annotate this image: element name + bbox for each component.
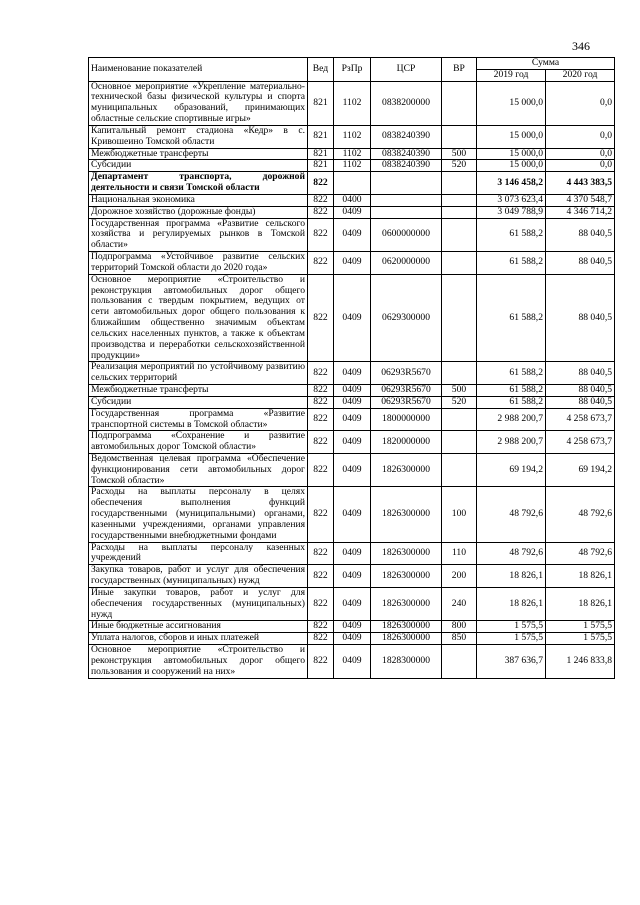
table-row xyxy=(89,125,615,148)
cell-rzpr: 0409 xyxy=(334,487,371,542)
cell-rzpr: 0409 xyxy=(334,206,371,218)
cell-sum-2019: 1 575,5 xyxy=(477,633,546,645)
cell-sum-2020: 88 040,5 xyxy=(546,396,615,408)
cell-csr: 1826300000 xyxy=(371,621,442,633)
table-row xyxy=(89,396,615,408)
cell-ved: 822 xyxy=(308,172,334,195)
cell-sum-2019: 18 826,1 xyxy=(477,565,546,588)
cell-csr: 0838240390 xyxy=(371,125,442,148)
cell-csr: 1826300000 xyxy=(371,633,442,645)
cell-sum-2020: 69 194,2 xyxy=(546,453,615,486)
cell-ved: 822 xyxy=(308,487,334,542)
cell-sum-2019: 1 575,5 xyxy=(477,621,546,633)
cell-csr: 0600000000 xyxy=(371,218,442,251)
table-row xyxy=(89,542,615,565)
cell-name: Подпрограмма «Сохранение и развитие автомобильных дорог Томской области» xyxy=(89,431,308,454)
cell-sum-2020: 48 792,6 xyxy=(546,542,615,565)
cell-sum-2020: 18 826,1 xyxy=(546,587,615,620)
cell-csr: 0629300000 xyxy=(371,274,442,362)
cell-csr: 1800000000 xyxy=(371,408,442,431)
table-row xyxy=(89,633,615,645)
cell-name: Ведомственная целевая программа «Обеспечение функционирования сети автомобильных дорог Томской области» xyxy=(89,453,308,486)
cell-sum-2019: 48 792,6 xyxy=(477,542,546,565)
cell-rzpr: 1102 xyxy=(334,160,371,172)
cell-vr: 520 xyxy=(442,396,477,408)
table-row xyxy=(89,206,615,218)
cell-ved: 822 xyxy=(308,453,334,486)
cell-rzpr: 0409 xyxy=(334,587,371,620)
header-vr: ВР xyxy=(442,58,477,82)
header-csr: ЦСР xyxy=(371,58,442,82)
cell-rzpr: 0409 xyxy=(334,542,371,565)
cell-vr xyxy=(442,362,477,385)
cell-ved: 822 xyxy=(308,218,334,251)
cell-ved: 822 xyxy=(308,542,334,565)
cell-csr: 1820000000 xyxy=(371,431,442,454)
cell-csr xyxy=(371,194,442,206)
cell-name: Расходы на выплаты персоналу в целях обеспечения выполнения функций государственными (муниципальными) органами, казенными учреждениями, органами управления государственными внебюджетными фондами xyxy=(89,487,308,542)
table-row xyxy=(89,587,615,620)
cell-sum-2019: 387 636,7 xyxy=(477,645,546,678)
cell-sum-2020: 4 443 383,5 xyxy=(546,172,615,195)
cell-ved: 822 xyxy=(308,645,334,678)
cell-sum-2020: 1 246 833,8 xyxy=(546,645,615,678)
table-row xyxy=(89,385,615,397)
cell-csr: 06293R5670 xyxy=(371,362,442,385)
header-sum: Сумма xyxy=(477,58,615,70)
cell-sum-2020: 0,0 xyxy=(546,125,615,148)
cell-csr: 1826300000 xyxy=(371,542,442,565)
cell-sum-2019: 2 988 200,7 xyxy=(477,408,546,431)
cell-csr: 1826300000 xyxy=(371,453,442,486)
cell-csr: 0838240390 xyxy=(371,160,442,172)
header-year-2019: 2019 год xyxy=(477,69,546,81)
cell-name: Субсидии xyxy=(89,160,308,172)
cell-name: Межбюджетные трансферты xyxy=(89,385,308,397)
cell-sum-2019: 15 000,0 xyxy=(477,160,546,172)
cell-ved: 822 xyxy=(308,206,334,218)
table-row xyxy=(89,362,615,385)
cell-name: Основное мероприятие «Укрепление материально-технической базы физической культуры и спорта муниципальных образований, принимающих областные сельские спортивные игры» xyxy=(89,81,308,125)
cell-sum-2020: 0,0 xyxy=(546,148,615,160)
cell-ved: 822 xyxy=(308,621,334,633)
cell-name: Подпрограмма «Устойчивое развитие сельских территорий Томской области до 2020 года» xyxy=(89,252,308,275)
header-ved: Вед xyxy=(308,58,334,82)
cell-ved: 821 xyxy=(308,160,334,172)
cell-csr: 1826300000 xyxy=(371,487,442,542)
cell-vr xyxy=(442,125,477,148)
cell-sum-2019: 69 194,2 xyxy=(477,453,546,486)
table-row xyxy=(89,218,615,251)
cell-rzpr: 0409 xyxy=(334,274,371,362)
cell-csr: 0838200000 xyxy=(371,81,442,125)
cell-rzpr: 0409 xyxy=(334,408,371,431)
cell-ved: 822 xyxy=(308,362,334,385)
page-number: 346 xyxy=(572,39,590,53)
cell-csr: 1826300000 xyxy=(371,565,442,588)
cell-ved: 822 xyxy=(308,431,334,454)
cell-rzpr: 1102 xyxy=(334,125,371,148)
cell-ved: 822 xyxy=(308,633,334,645)
cell-vr: 500 xyxy=(442,385,477,397)
cell-vr: 200 xyxy=(442,565,477,588)
cell-ved: 821 xyxy=(308,81,334,125)
cell-ved: 821 xyxy=(308,125,334,148)
cell-sum-2019: 15 000,0 xyxy=(477,148,546,160)
cell-sum-2019: 15 000,0 xyxy=(477,125,546,148)
cell-name: Реализация мероприятий по устойчивому развитию сельских территорий xyxy=(89,362,308,385)
cell-sum-2019: 3 049 788,9 xyxy=(477,206,546,218)
cell-sum-2019: 18 826,1 xyxy=(477,587,546,620)
cell-ved: 821 xyxy=(308,148,334,160)
cell-vr: 240 xyxy=(442,587,477,620)
cell-sum-2019: 48 792,6 xyxy=(477,487,546,542)
cell-sum-2020: 1 575,5 xyxy=(546,621,615,633)
cell-sum-2020: 4 346 714,2 xyxy=(546,206,615,218)
cell-ved: 822 xyxy=(308,396,334,408)
cell-name: Дорожное хозяйство (дорожные фонды) xyxy=(89,206,308,218)
cell-sum-2020: 0,0 xyxy=(546,81,615,125)
cell-name: Межбюджетные трансферты xyxy=(89,148,308,160)
cell-csr: 0620000000 xyxy=(371,252,442,275)
cell-vr xyxy=(442,431,477,454)
cell-sum-2020: 88 040,5 xyxy=(546,218,615,251)
cell-rzpr: 0409 xyxy=(334,565,371,588)
cell-ved: 822 xyxy=(308,385,334,397)
table-row xyxy=(89,431,615,454)
header-rzpr: РзПр xyxy=(334,58,371,82)
cell-rzpr: 0400 xyxy=(334,194,371,206)
cell-vr xyxy=(442,274,477,362)
cell-csr: 06293R5670 xyxy=(371,385,442,397)
cell-csr xyxy=(371,206,442,218)
cell-ved: 822 xyxy=(308,252,334,275)
cell-name: Закупка товаров, работ и услуг для обеспечения государственных (муниципальных) нужд xyxy=(89,565,308,588)
cell-sum-2019: 61 588,2 xyxy=(477,362,546,385)
cell-csr: 0838240390 xyxy=(371,148,442,160)
cell-name: Уплата налогов, сборов и иных платежей xyxy=(89,633,308,645)
cell-sum-2020: 88 040,5 xyxy=(546,252,615,275)
cell-vr: 800 xyxy=(442,621,477,633)
cell-sum-2019: 61 588,2 xyxy=(477,385,546,397)
cell-csr: 1828300000 xyxy=(371,645,442,678)
table-row xyxy=(89,645,615,678)
cell-sum-2020: 4 258 673,7 xyxy=(546,408,615,431)
cell-name: Государственная программа «Развитие транспортной системы в Томской области» xyxy=(89,408,308,431)
cell-vr xyxy=(442,218,477,251)
cell-rzpr: 0409 xyxy=(334,431,371,454)
cell-rzpr: 0409 xyxy=(334,218,371,251)
cell-sum-2020: 48 792,6 xyxy=(546,487,615,542)
cell-rzpr: 0409 xyxy=(334,621,371,633)
cell-vr xyxy=(442,194,477,206)
cell-rzpr xyxy=(334,172,371,195)
table-row xyxy=(89,274,615,362)
cell-name: Капитальный ремонт стадиона «Кедр» в с. Кривошеино Томской области xyxy=(89,125,308,148)
header-name: Наименование показателей xyxy=(89,58,308,82)
cell-vr: 100 xyxy=(442,487,477,542)
cell-vr xyxy=(442,453,477,486)
cell-sum-2020: 0,0 xyxy=(546,160,615,172)
cell-name: Иные бюджетные ассигнования xyxy=(89,621,308,633)
cell-csr xyxy=(371,172,442,195)
cell-name: Основное мероприятие «Строительство и реконструкция автомобильных дорог общего пользования и сооружений на них» xyxy=(89,645,308,678)
cell-rzpr: 0409 xyxy=(334,385,371,397)
cell-vr: 520 xyxy=(442,160,477,172)
cell-sum-2019: 61 588,2 xyxy=(477,252,546,275)
cell-rzpr: 0409 xyxy=(334,396,371,408)
cell-sum-2020: 88 040,5 xyxy=(546,385,615,397)
table-body xyxy=(89,81,615,678)
cell-sum-2019: 15 000,0 xyxy=(477,81,546,125)
table-row xyxy=(89,621,615,633)
cell-sum-2019: 3 073 623,4 xyxy=(477,194,546,206)
cell-sum-2020: 4 258 673,7 xyxy=(546,431,615,454)
cell-name: Иные закупки товаров, работ и услуг для обеспечения государственных (муниципальных) нужд xyxy=(89,587,308,620)
table-header xyxy=(89,58,615,82)
cell-vr: 500 xyxy=(442,148,477,160)
cell-sum-2019: 61 588,2 xyxy=(477,274,546,362)
cell-sum-2019: 61 588,2 xyxy=(477,396,546,408)
cell-vr xyxy=(442,408,477,431)
cell-vr: 110 xyxy=(442,542,477,565)
cell-name: Расходы на выплаты персоналу казенных учреждений xyxy=(89,542,308,565)
cell-csr: 06293R5670 xyxy=(371,396,442,408)
table-row xyxy=(89,487,615,542)
cell-ved: 822 xyxy=(308,408,334,431)
table-row xyxy=(89,148,615,160)
table-row xyxy=(89,81,615,125)
cell-vr xyxy=(442,206,477,218)
cell-vr: 850 xyxy=(442,633,477,645)
cell-name: Государственная программа «Развитие сельского хозяйства и регулируемых рынков в Томской области» xyxy=(89,218,308,251)
cell-rzpr: 0409 xyxy=(334,252,371,275)
cell-sum-2019: 3 146 458,2 xyxy=(477,172,546,195)
cell-name: Национальная экономика xyxy=(89,194,308,206)
cell-sum-2020: 4 370 548,7 xyxy=(546,194,615,206)
cell-vr xyxy=(442,172,477,195)
cell-ved: 822 xyxy=(308,274,334,362)
cell-vr xyxy=(442,645,477,678)
cell-ved: 822 xyxy=(308,587,334,620)
cell-ved: 822 xyxy=(308,565,334,588)
cell-csr: 1826300000 xyxy=(371,587,442,620)
table-row xyxy=(89,252,615,275)
cell-name: Основное мероприятие «Строительство и реконструкция автомобильных дорог общего пользования с твердым покрытием, ведущих от сети автомобильных дорог общего пользования к ближайшим общественно значимым объектам сельских населенных пунктов, а также к объектам производства и переработки сельскохозяйственной продукции» xyxy=(89,274,308,362)
cell-rzpr: 0409 xyxy=(334,645,371,678)
cell-rzpr: 0409 xyxy=(334,362,371,385)
cell-ved: 822 xyxy=(308,194,334,206)
cell-name: Субсидии xyxy=(89,396,308,408)
table-row xyxy=(89,194,615,206)
header-year-2020: 2020 год xyxy=(546,69,615,81)
table-row xyxy=(89,408,615,431)
cell-vr xyxy=(442,81,477,125)
cell-sum-2020: 88 040,5 xyxy=(546,274,615,362)
cell-name: Департамент транспорта, дорожной деятельности и связи Томской области xyxy=(89,172,308,195)
cell-sum-2019: 2 988 200,7 xyxy=(477,431,546,454)
table-row xyxy=(89,565,615,588)
cell-sum-2020: 88 040,5 xyxy=(546,362,615,385)
cell-sum-2020: 1 575,5 xyxy=(546,633,615,645)
budget-table xyxy=(88,57,615,679)
cell-sum-2019: 61 588,2 xyxy=(477,218,546,251)
table-row xyxy=(89,172,615,195)
cell-rzpr: 0409 xyxy=(334,453,371,486)
cell-rzpr: 0409 xyxy=(334,633,371,645)
table-row xyxy=(89,453,615,486)
cell-vr xyxy=(442,252,477,275)
table-row xyxy=(89,160,615,172)
cell-rzpr: 1102 xyxy=(334,148,371,160)
cell-sum-2020: 18 826,1 xyxy=(546,565,615,588)
cell-rzpr: 1102 xyxy=(334,81,371,125)
